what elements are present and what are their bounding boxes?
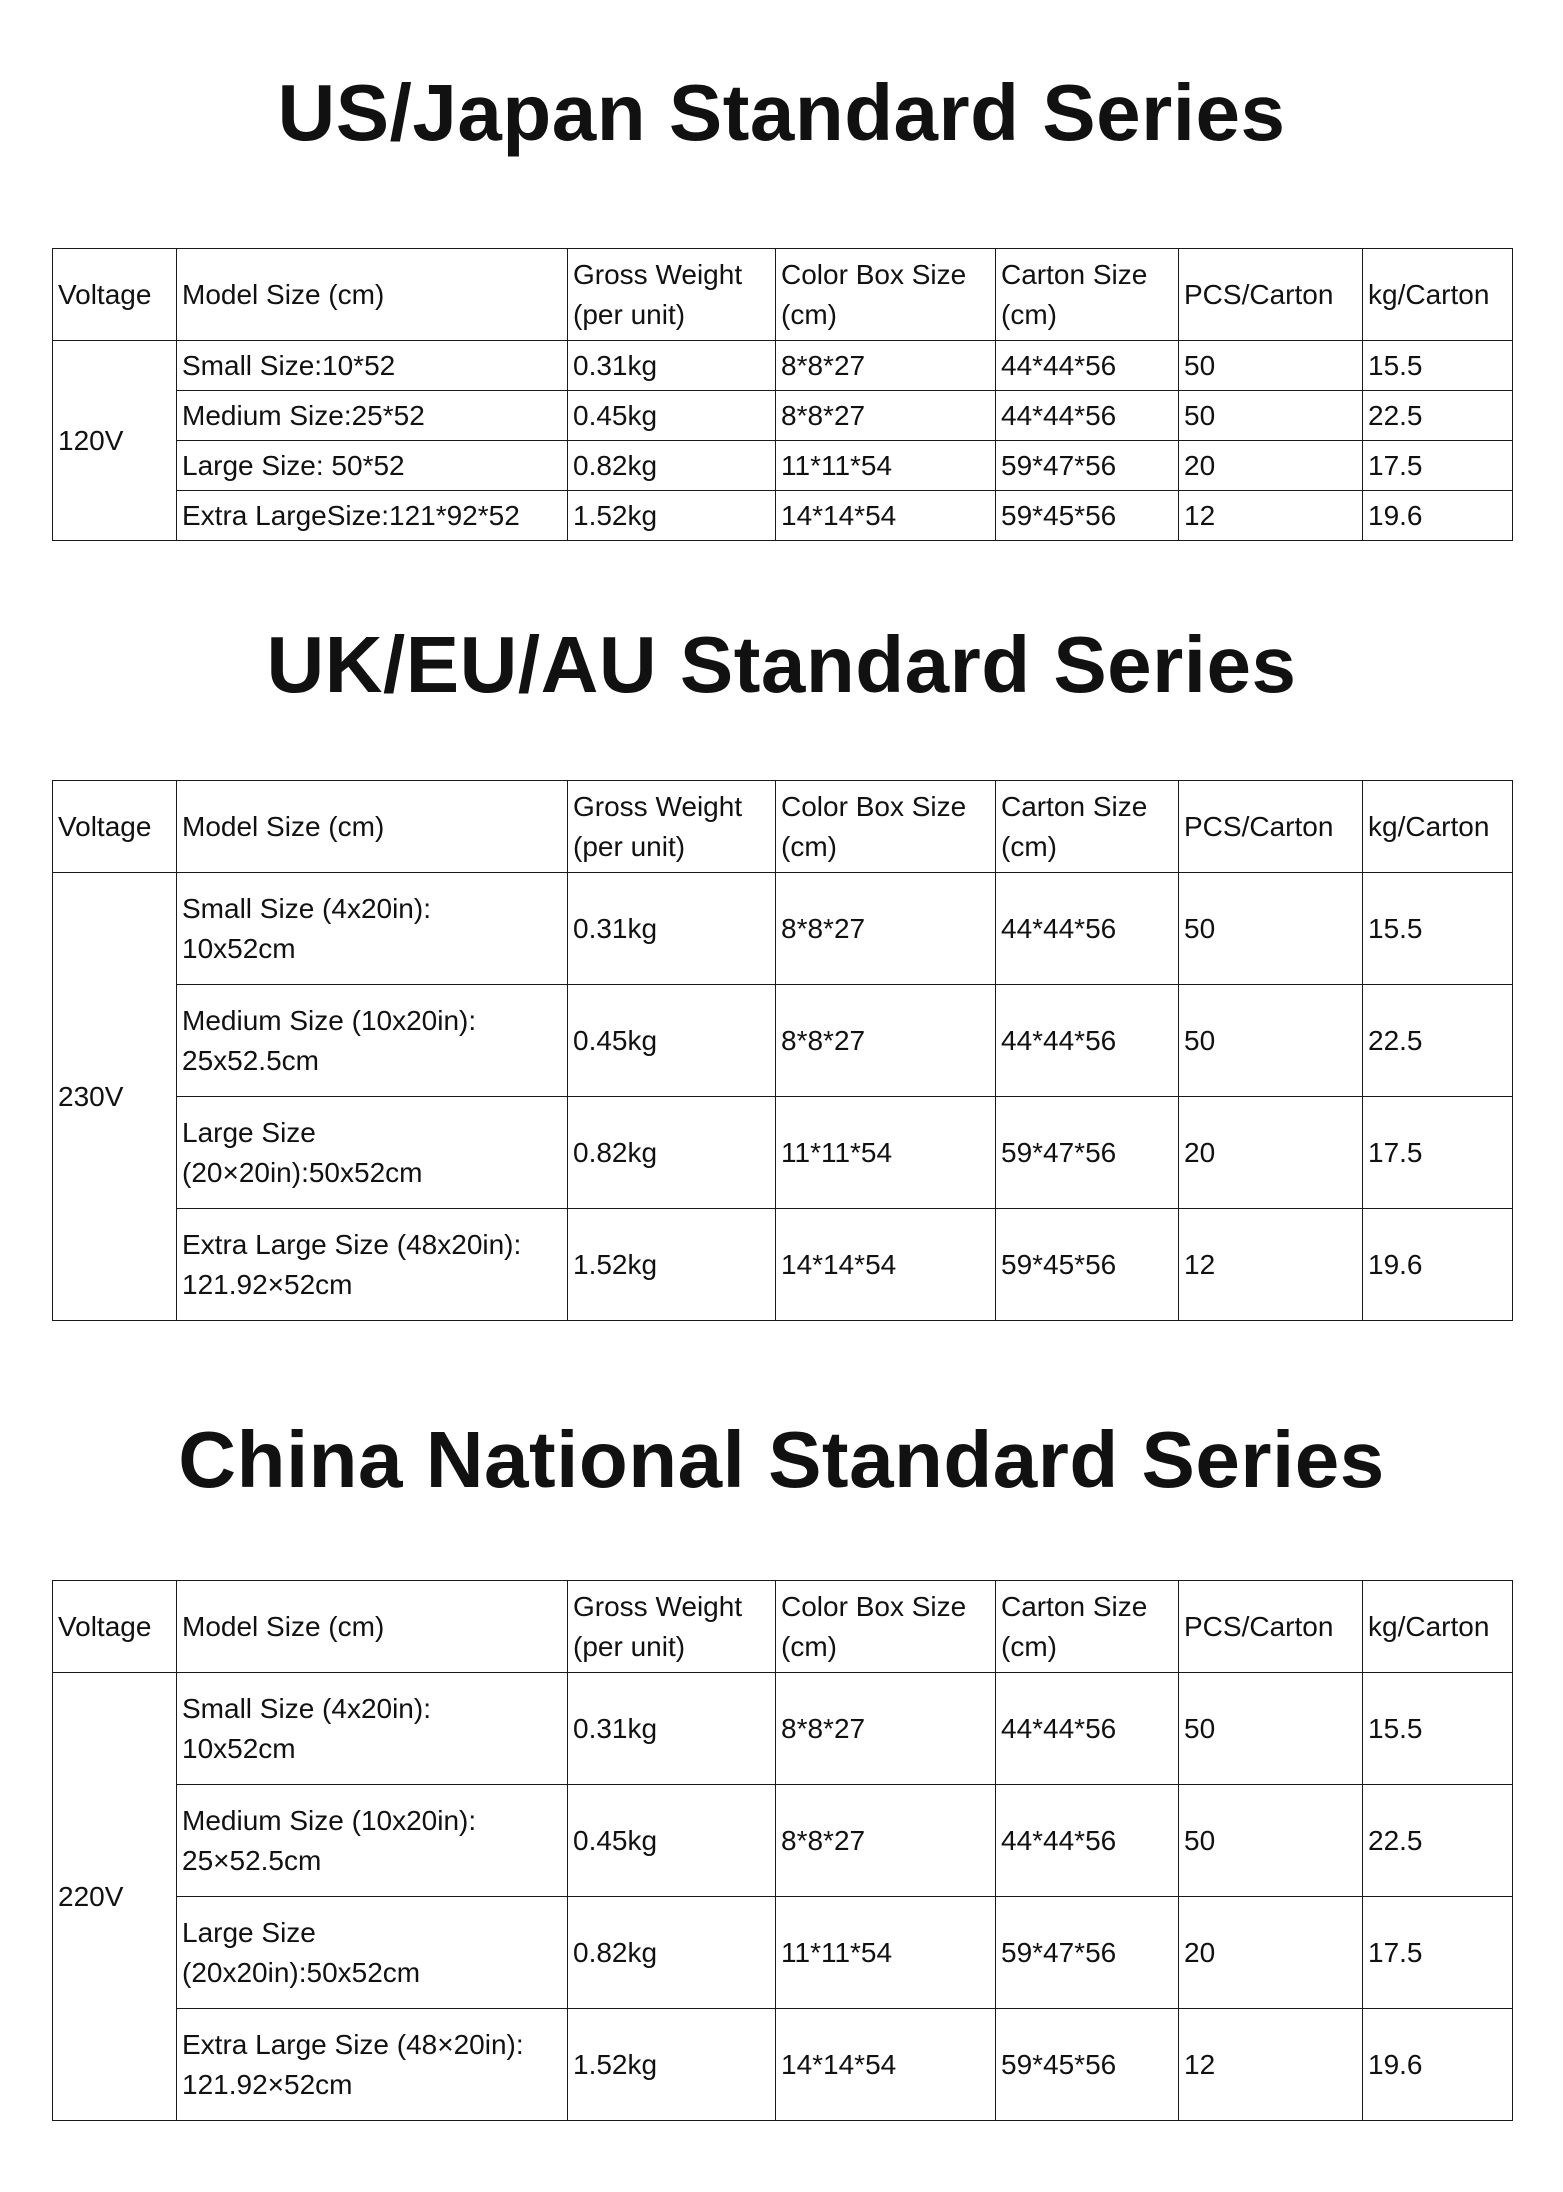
model-size-cell: Extra LargeSize:121*92*52 (177, 491, 568, 541)
header-voltage: Voltage (53, 781, 177, 873)
kg-carton-cell: 19.6 (1363, 2009, 1513, 2121)
model-size-cell: Medium Size (10x20in): 25x52.5cm (177, 985, 568, 1097)
model-size-cell: Medium Size:25*52 (177, 391, 568, 441)
pcs-carton-cell: 20 (1179, 441, 1363, 491)
carton-size-cell: 59*45*56 (996, 1209, 1179, 1321)
section-title-uk-eu-au: UK/EU/AU Standard Series (266, 620, 1297, 709)
carton-size-cell: 59*47*56 (996, 1097, 1179, 1209)
table-header-row (53, 249, 1513, 341)
spec-table-us-japan (52, 248, 1513, 541)
kg-carton-cell: 17.5 (1363, 441, 1513, 491)
pcs-carton-cell: 12 (1179, 491, 1363, 541)
table-row (53, 873, 1513, 985)
header-model-size: Model Size (cm) (177, 781, 568, 873)
table-row (53, 1209, 1513, 1321)
header-model-size: Model Size (cm) (177, 249, 568, 341)
model-size-cell: Extra Large Size (48x20in): 121.92×52cm (177, 1209, 568, 1321)
voltage-cell: 230V (53, 873, 177, 1321)
header-kg-carton: kg/Carton (1363, 249, 1513, 341)
kg-carton-cell: 19.6 (1363, 1209, 1513, 1321)
carton-size-cell: 44*44*56 (996, 1785, 1179, 1897)
kg-carton-cell: 22.5 (1363, 391, 1513, 441)
kg-carton-cell: 22.5 (1363, 985, 1513, 1097)
gross-weight-cell: 0.82kg (568, 1097, 776, 1209)
header-model-size: Model Size (cm) (177, 1581, 568, 1673)
header-carton-size: Carton Size (cm) (996, 1581, 1179, 1673)
header-kg-carton: kg/Carton (1363, 1581, 1513, 1673)
carton-size-cell: 59*47*56 (996, 441, 1179, 491)
model-size-cell: Large Size (20×20in):50x52cm (177, 1097, 568, 1209)
color-box-size-cell: 11*11*54 (776, 441, 996, 491)
color-box-size-cell: 8*8*27 (776, 1673, 996, 1785)
table-row (53, 1897, 1513, 2009)
table-row (53, 391, 1513, 441)
model-size-cell: Small Size:10*52 (177, 341, 568, 391)
model-size-cell: Large Size (20x20in):50x52cm (177, 1897, 568, 2009)
carton-size-cell: 59*47*56 (996, 1897, 1179, 2009)
table-row (53, 985, 1513, 1097)
gross-weight-cell: 0.45kg (568, 391, 776, 441)
pcs-carton-cell: 50 (1179, 985, 1363, 1097)
table-row (53, 491, 1513, 541)
table-row (53, 2009, 1513, 2121)
carton-size-cell: 44*44*56 (996, 1673, 1179, 1785)
kg-carton-cell: 22.5 (1363, 1785, 1513, 1897)
pcs-carton-cell: 20 (1179, 1897, 1363, 2009)
color-box-size-cell: 14*14*54 (776, 2009, 996, 2121)
pcs-carton-cell: 50 (1179, 1673, 1363, 1785)
gross-weight-cell: 0.82kg (568, 441, 776, 491)
gross-weight-cell: 0.45kg (568, 985, 776, 1097)
header-color-box-size: Color Box Size (cm) (776, 1581, 996, 1673)
header-carton-size: Carton Size (cm) (996, 249, 1179, 341)
kg-carton-cell: 15.5 (1363, 873, 1513, 985)
pcs-carton-cell: 20 (1179, 1097, 1363, 1209)
gross-weight-cell: 0.82kg (568, 1897, 776, 2009)
gross-weight-cell: 0.45kg (568, 1785, 776, 1897)
color-box-size-cell: 14*14*54 (776, 491, 996, 541)
color-box-size-cell: 8*8*27 (776, 341, 996, 391)
header-voltage: Voltage (53, 1581, 177, 1673)
header-pcs-carton: PCS/Carton (1179, 1581, 1363, 1673)
gross-weight-cell: 0.31kg (568, 1673, 776, 1785)
header-color-box-size: Color Box Size (cm) (776, 781, 996, 873)
header-voltage: Voltage (53, 249, 177, 341)
carton-size-cell: 44*44*56 (996, 341, 1179, 391)
color-box-size-cell: 8*8*27 (776, 985, 996, 1097)
table-row (53, 1785, 1513, 1897)
header-gross-weight: Gross Weight (per unit) (568, 1581, 776, 1673)
model-size-cell: Small Size (4x20in): 10x52cm (177, 873, 568, 985)
carton-size-cell: 59*45*56 (996, 2009, 1179, 2121)
carton-size-cell: 44*44*56 (996, 873, 1179, 985)
gross-weight-cell: 0.31kg (568, 341, 776, 391)
model-size-cell: Small Size (4x20in): 10x52cm (177, 1673, 568, 1785)
carton-size-cell: 44*44*56 (996, 985, 1179, 1097)
kg-carton-cell: 15.5 (1363, 341, 1513, 391)
carton-size-cell: 59*45*56 (996, 491, 1179, 541)
pcs-carton-cell: 12 (1179, 2009, 1363, 2121)
model-size-cell: Extra Large Size (48×20in): 121.92×52cm (177, 2009, 568, 2121)
pcs-carton-cell: 50 (1179, 1785, 1363, 1897)
table-row (53, 1673, 1513, 1785)
model-size-cell: Large Size: 50*52 (177, 441, 568, 491)
color-box-size-cell: 11*11*54 (776, 1097, 996, 1209)
spec-table-uk-eu-au (52, 780, 1513, 1321)
gross-weight-cell: 1.52kg (568, 491, 776, 541)
pcs-carton-cell: 50 (1179, 873, 1363, 985)
spec-table-china-national (52, 1580, 1513, 2121)
gross-weight-cell: 1.52kg (568, 2009, 776, 2121)
header-color-box-size: Color Box Size (cm) (776, 249, 996, 341)
voltage-cell: 120V (53, 341, 177, 541)
section-title-us-japan: US/Japan Standard Series (277, 68, 1286, 157)
section-title-china-national: China National Standard Series (178, 1415, 1385, 1504)
table-row (53, 441, 1513, 491)
pcs-carton-cell: 12 (1179, 1209, 1363, 1321)
kg-carton-cell: 19.6 (1363, 491, 1513, 541)
header-kg-carton: kg/Carton (1363, 781, 1513, 873)
color-box-size-cell: 11*11*54 (776, 1897, 996, 2009)
voltage-cell: 220V (53, 1673, 177, 2121)
gross-weight-cell: 0.31kg (568, 873, 776, 985)
pcs-carton-cell: 50 (1179, 341, 1363, 391)
carton-size-cell: 44*44*56 (996, 391, 1179, 441)
header-gross-weight: Gross Weight (per unit) (568, 781, 776, 873)
table-header-row (53, 781, 1513, 873)
header-pcs-carton: PCS/Carton (1179, 249, 1363, 341)
color-box-size-cell: 8*8*27 (776, 1785, 996, 1897)
header-pcs-carton: PCS/Carton (1179, 781, 1363, 873)
color-box-size-cell: 8*8*27 (776, 391, 996, 441)
kg-carton-cell: 17.5 (1363, 1897, 1513, 2009)
table-header-row (53, 1581, 1513, 1673)
table-row (53, 341, 1513, 391)
pcs-carton-cell: 50 (1179, 391, 1363, 441)
color-box-size-cell: 8*8*27 (776, 873, 996, 985)
kg-carton-cell: 17.5 (1363, 1097, 1513, 1209)
header-carton-size: Carton Size (cm) (996, 781, 1179, 873)
table-row (53, 1097, 1513, 1209)
kg-carton-cell: 15.5 (1363, 1673, 1513, 1785)
color-box-size-cell: 14*14*54 (776, 1209, 996, 1321)
header-gross-weight: Gross Weight (per unit) (568, 249, 776, 341)
model-size-cell: Medium Size (10x20in): 25×52.5cm (177, 1785, 568, 1897)
gross-weight-cell: 1.52kg (568, 1209, 776, 1321)
